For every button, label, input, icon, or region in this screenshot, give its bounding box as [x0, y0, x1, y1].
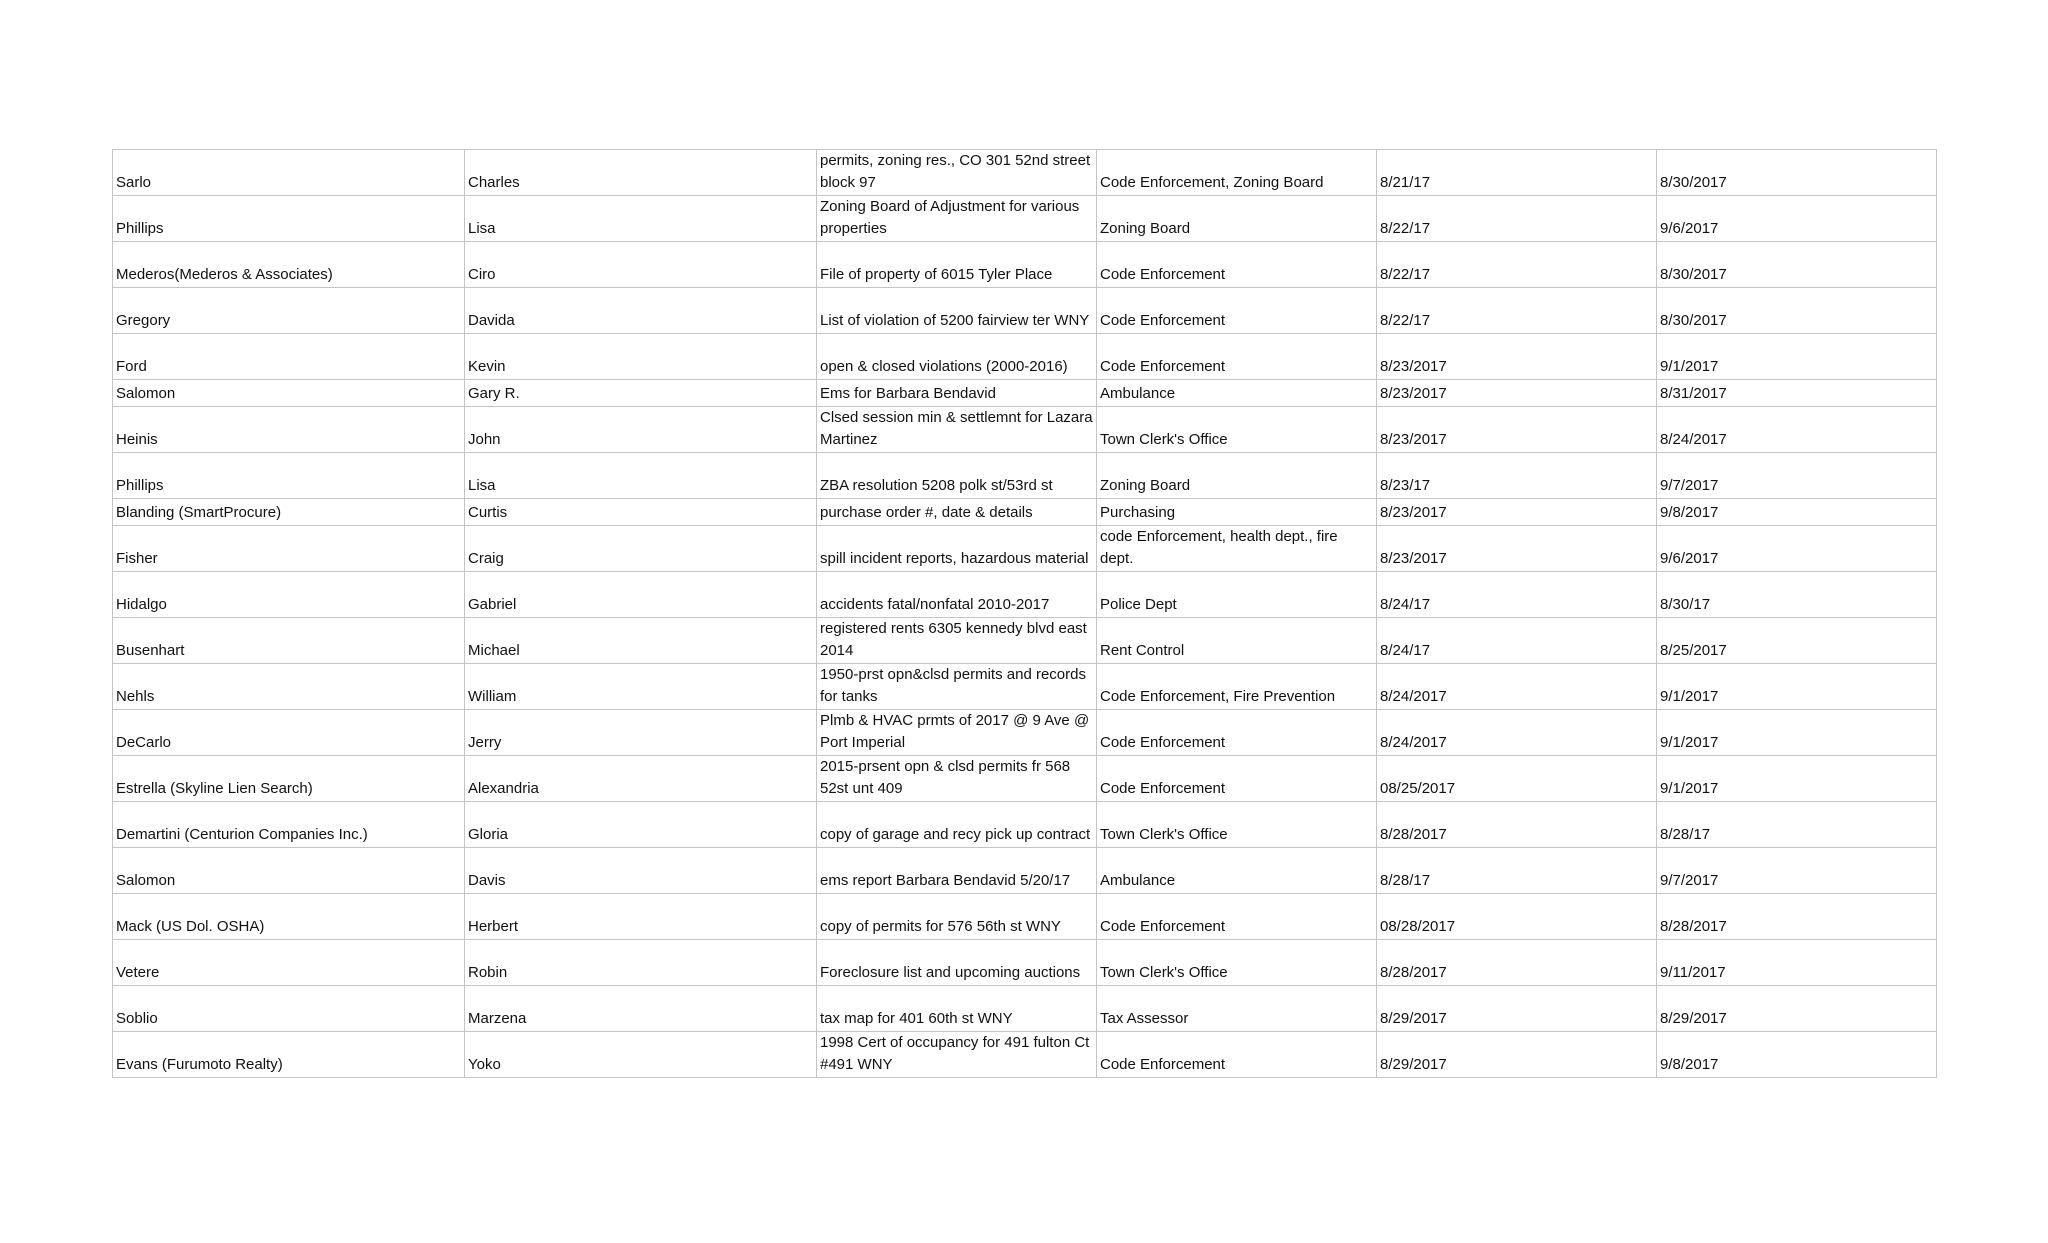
- first-name-cell: Alexandria: [465, 756, 817, 802]
- department-cell: Code Enforcement: [1097, 288, 1377, 334]
- last-name-cell: Demartini (Centurion Companies Inc.): [113, 802, 465, 848]
- table-row: [113, 940, 1937, 986]
- last-name-cell: Heinis: [113, 407, 465, 453]
- first-name-cell: Ciro: [465, 242, 817, 288]
- request-description-cell: purchase order #, date & details: [817, 499, 1097, 526]
- first-name-cell: Lisa: [465, 196, 817, 242]
- table-row: [113, 288, 1937, 334]
- department-cell: Code Enforcement: [1097, 710, 1377, 756]
- department-cell: Town Clerk's Office: [1097, 940, 1377, 986]
- date-due-cell: 8/30/2017: [1657, 150, 1937, 196]
- table-row: [113, 499, 1937, 526]
- date-due-cell: 8/28/17: [1657, 802, 1937, 848]
- first-name-cell: Gabriel: [465, 572, 817, 618]
- request-description-cell: permits, zoning res., CO 301 52nd street block 97: [817, 150, 1097, 196]
- first-name-cell: Robin: [465, 940, 817, 986]
- date-received-cell: 8/29/2017: [1377, 1032, 1657, 1078]
- last-name-cell: Blanding (SmartProcure): [113, 499, 465, 526]
- department-cell: Code Enforcement, Fire Prevention: [1097, 664, 1377, 710]
- last-name-cell: Evans (Furumoto Realty): [113, 1032, 465, 1078]
- department-cell: Zoning Board: [1097, 196, 1377, 242]
- date-received-cell: 8/29/2017: [1377, 986, 1657, 1032]
- date-received-cell: 8/24/2017: [1377, 710, 1657, 756]
- first-name-cell: Michael: [465, 618, 817, 664]
- date-received-cell: 8/23/2017: [1377, 407, 1657, 453]
- table-row: [113, 150, 1937, 196]
- table-row: [113, 407, 1937, 453]
- date-due-cell: 9/11/2017: [1657, 940, 1937, 986]
- date-received-cell: 8/23/2017: [1377, 334, 1657, 380]
- first-name-cell: Kevin: [465, 334, 817, 380]
- department-cell: Code Enforcement: [1097, 242, 1377, 288]
- date-due-cell: 9/1/2017: [1657, 710, 1937, 756]
- last-name-cell: DeCarlo: [113, 710, 465, 756]
- request-description-cell: 2015-prsent opn & clsd permits fr 568 52st unt 409: [817, 756, 1097, 802]
- table-row: [113, 986, 1937, 1032]
- request-description-cell: copy of permits for 576 56th st WNY: [817, 894, 1097, 940]
- department-cell: code Enforcement, health dept., fire dept.: [1097, 526, 1377, 572]
- date-received-cell: 8/23/2017: [1377, 499, 1657, 526]
- request-description-cell: tax map for 401 60th st WNY: [817, 986, 1097, 1032]
- table-row: [113, 802, 1937, 848]
- request-description-cell: List of violation of 5200 fairview ter WNY: [817, 288, 1097, 334]
- table-row: [113, 848, 1937, 894]
- last-name-cell: Fisher: [113, 526, 465, 572]
- department-cell: Ambulance: [1097, 848, 1377, 894]
- date-due-cell: 9/6/2017: [1657, 196, 1937, 242]
- date-due-cell: 9/8/2017: [1657, 1032, 1937, 1078]
- last-name-cell: Busenhart: [113, 618, 465, 664]
- date-due-cell: 9/7/2017: [1657, 848, 1937, 894]
- table-row: [113, 572, 1937, 618]
- first-name-cell: Charles: [465, 150, 817, 196]
- table-row: [113, 453, 1937, 499]
- request-description-cell: Plmb & HVAC prmts of 2017 @ 9 Ave @ Port Imperial: [817, 710, 1097, 756]
- last-name-cell: Salomon: [113, 380, 465, 407]
- table-row: [113, 526, 1937, 572]
- department-cell: Zoning Board: [1097, 453, 1377, 499]
- request-description-cell: copy of garage and recy pick up contract: [817, 802, 1097, 848]
- request-description-cell: Foreclosure list and upcoming auctions: [817, 940, 1097, 986]
- first-name-cell: Gary R.: [465, 380, 817, 407]
- date-received-cell: 8/24/17: [1377, 572, 1657, 618]
- department-cell: Police Dept: [1097, 572, 1377, 618]
- table-row: [113, 196, 1937, 242]
- first-name-cell: John: [465, 407, 817, 453]
- first-name-cell: Yoko: [465, 1032, 817, 1078]
- last-name-cell: Mederos(Mederos & Associates): [113, 242, 465, 288]
- date-due-cell: 8/30/2017: [1657, 288, 1937, 334]
- request-description-cell: accidents fatal/nonfatal 2010-2017: [817, 572, 1097, 618]
- last-name-cell: Gregory: [113, 288, 465, 334]
- table-row: [113, 618, 1937, 664]
- date-due-cell: 8/30/2017: [1657, 242, 1937, 288]
- table-row: [113, 1032, 1937, 1078]
- department-cell: Tax Assessor: [1097, 986, 1377, 1032]
- last-name-cell: Ford: [113, 334, 465, 380]
- last-name-cell: Estrella (Skyline Lien Search): [113, 756, 465, 802]
- department-cell: Code Enforcement: [1097, 756, 1377, 802]
- request-description-cell: Clsed session min & settlemnt for Lazara Martinez: [817, 407, 1097, 453]
- request-description-cell: registered rents 6305 kennedy blvd east 2014: [817, 618, 1097, 664]
- date-received-cell: 8/28/17: [1377, 848, 1657, 894]
- date-received-cell: 8/21/17: [1377, 150, 1657, 196]
- date-received-cell: 8/28/2017: [1377, 802, 1657, 848]
- request-description-cell: spill incident reports, hazardous material: [817, 526, 1097, 572]
- department-cell: Code Enforcement, Zoning Board: [1097, 150, 1377, 196]
- request-description-cell: File of property of 6015 Tyler Place: [817, 242, 1097, 288]
- date-received-cell: 08/28/2017: [1377, 894, 1657, 940]
- date-received-cell: 8/22/17: [1377, 242, 1657, 288]
- last-name-cell: Vetere: [113, 940, 465, 986]
- last-name-cell: Mack (US Dol. OSHA): [113, 894, 465, 940]
- date-due-cell: 9/7/2017: [1657, 453, 1937, 499]
- date-due-cell: 8/28/2017: [1657, 894, 1937, 940]
- date-due-cell: 8/30/17: [1657, 572, 1937, 618]
- department-cell: Purchasing: [1097, 499, 1377, 526]
- date-due-cell: 8/25/2017: [1657, 618, 1937, 664]
- table-row: [113, 334, 1937, 380]
- last-name-cell: Sarlo: [113, 150, 465, 196]
- records-request-table: [112, 149, 1937, 1078]
- last-name-cell: Phillips: [113, 453, 465, 499]
- date-due-cell: 9/1/2017: [1657, 664, 1937, 710]
- request-description-cell: Zoning Board of Adjustment for various properties: [817, 196, 1097, 242]
- date-received-cell: 8/24/2017: [1377, 664, 1657, 710]
- date-due-cell: 9/8/2017: [1657, 499, 1937, 526]
- date-received-cell: 8/24/17: [1377, 618, 1657, 664]
- first-name-cell: William: [465, 664, 817, 710]
- last-name-cell: Nehls: [113, 664, 465, 710]
- first-name-cell: Marzena: [465, 986, 817, 1032]
- department-cell: Town Clerk's Office: [1097, 802, 1377, 848]
- date-due-cell: 9/1/2017: [1657, 756, 1937, 802]
- date-due-cell: 8/29/2017: [1657, 986, 1937, 1032]
- first-name-cell: Davis: [465, 848, 817, 894]
- first-name-cell: Jerry: [465, 710, 817, 756]
- date-due-cell: 8/24/2017: [1657, 407, 1937, 453]
- request-description-cell: Ems for Barbara Bendavid: [817, 380, 1097, 407]
- last-name-cell: Hidalgo: [113, 572, 465, 618]
- first-name-cell: Gloria: [465, 802, 817, 848]
- first-name-cell: Curtis: [465, 499, 817, 526]
- table-row: [113, 380, 1937, 407]
- table-row: [113, 756, 1937, 802]
- table-row: [113, 894, 1937, 940]
- date-due-cell: 9/6/2017: [1657, 526, 1937, 572]
- table-row: [113, 664, 1937, 710]
- department-cell: Code Enforcement: [1097, 334, 1377, 380]
- request-description-cell: open & closed violations (2000-2016): [817, 334, 1097, 380]
- last-name-cell: Phillips: [113, 196, 465, 242]
- date-received-cell: 8/22/17: [1377, 288, 1657, 334]
- date-received-cell: 08/25/2017: [1377, 756, 1657, 802]
- date-due-cell: 9/1/2017: [1657, 334, 1937, 380]
- first-name-cell: Lisa: [465, 453, 817, 499]
- department-cell: Code Enforcement: [1097, 1032, 1377, 1078]
- last-name-cell: Salomon: [113, 848, 465, 894]
- table-row: [113, 242, 1937, 288]
- date-received-cell: 8/23/2017: [1377, 380, 1657, 407]
- first-name-cell: Herbert: [465, 894, 817, 940]
- request-description-cell: ZBA resolution 5208 polk st/53rd st: [817, 453, 1097, 499]
- date-received-cell: 8/22/17: [1377, 196, 1657, 242]
- last-name-cell: Soblio: [113, 986, 465, 1032]
- request-description-cell: ems report Barbara Bendavid 5/20/17: [817, 848, 1097, 894]
- first-name-cell: Davida: [465, 288, 817, 334]
- first-name-cell: Craig: [465, 526, 817, 572]
- department-cell: Town Clerk's Office: [1097, 407, 1377, 453]
- request-description-cell: 1950-prst opn&clsd permits and records for tanks: [817, 664, 1097, 710]
- date-received-cell: 8/23/2017: [1377, 526, 1657, 572]
- request-description-cell: 1998 Cert of occupancy for 491 fulton Ct #491 WNY: [817, 1032, 1097, 1078]
- date-received-cell: 8/23/17: [1377, 453, 1657, 499]
- department-cell: Code Enforcement: [1097, 894, 1377, 940]
- department-cell: Ambulance: [1097, 380, 1377, 407]
- table-body: [113, 150, 1937, 1078]
- department-cell: Rent Control: [1097, 618, 1377, 664]
- date-received-cell: 8/28/2017: [1377, 940, 1657, 986]
- table-row: [113, 710, 1937, 756]
- date-due-cell: 8/31/2017: [1657, 380, 1937, 407]
